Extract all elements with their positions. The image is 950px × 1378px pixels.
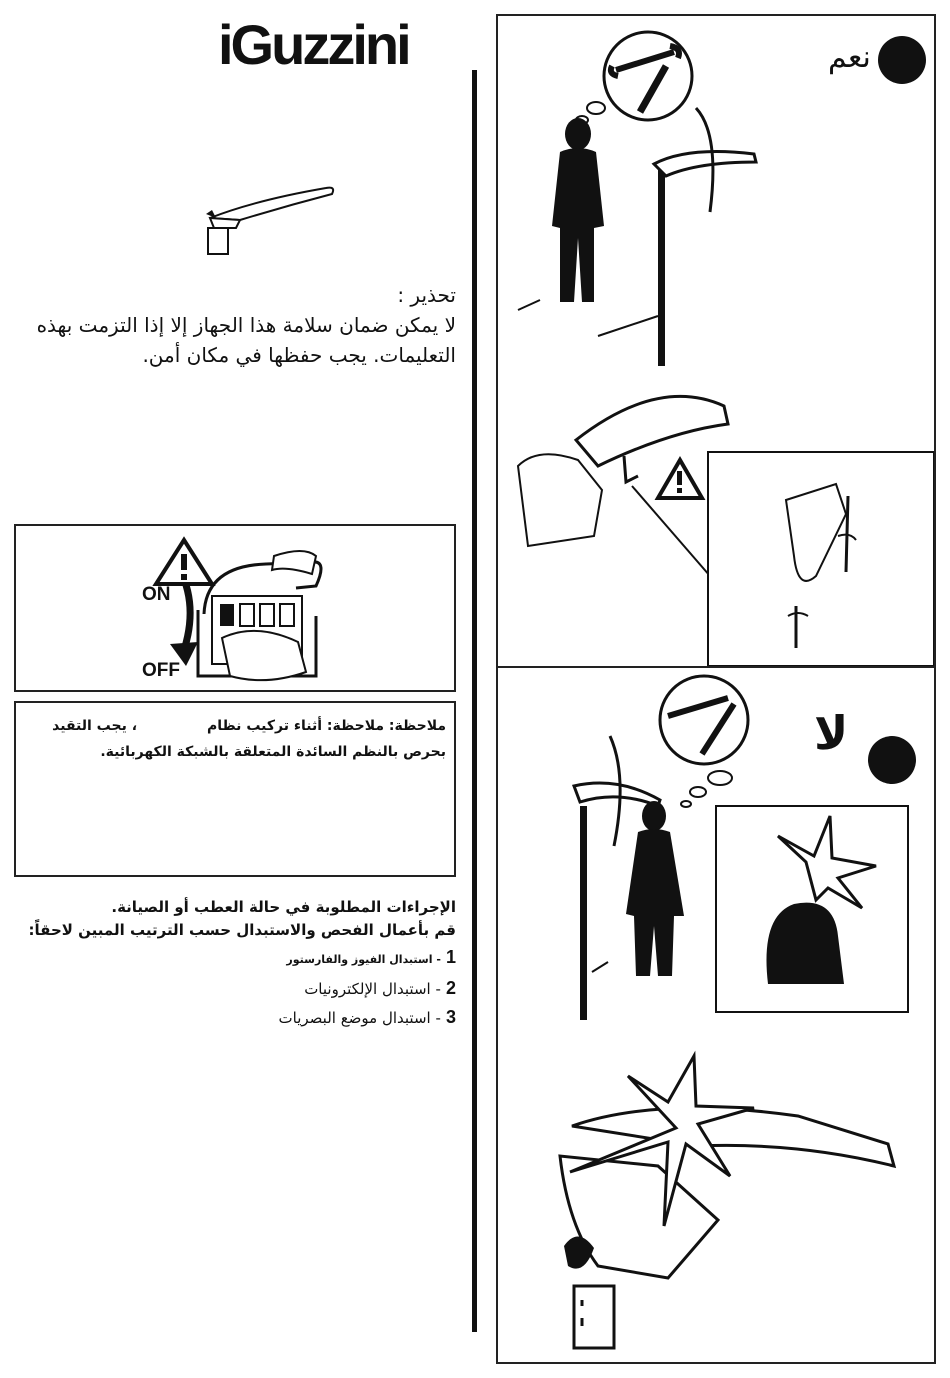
no-dot bbox=[868, 736, 916, 784]
maintenance-section bbox=[6, 896, 456, 1031]
thought-bubble bbox=[660, 676, 748, 807]
installation-note bbox=[14, 701, 456, 877]
step-number: 1 bbox=[445, 947, 456, 967]
panel-separator bbox=[498, 666, 934, 668]
maintenance-title: الإجراءات المطلوبة في حالة العطب أو الصيانة. bbox=[111, 898, 456, 916]
step-text: - استبدال موضع البصريات bbox=[278, 1009, 441, 1027]
maintenance-step bbox=[6, 1004, 456, 1031]
note-line-1-part-1: ملاحظة: ملاحظة: أثناء تركيب نظام bbox=[207, 718, 446, 734]
maintenance-step bbox=[6, 975, 456, 1002]
warning-body: لا يمكن ضمان سلامة هذا الجهاز إلا إذا التزمت بهذه التعليمات. يجب حفظها في مكان أمن. bbox=[36, 313, 456, 367]
step-text: - استبدال الإلكترونيات bbox=[304, 980, 441, 998]
note-line-1-part-2: ، يجب التقيد bbox=[52, 718, 138, 734]
step-text: - استبدال الفيوز والفارستور bbox=[286, 953, 441, 966]
switch-off-label: OFF bbox=[142, 660, 180, 681]
do-dont-illustrations bbox=[498, 16, 934, 1362]
street-lamp-illustration bbox=[196, 180, 346, 255]
breaker-switch-illustration bbox=[16, 526, 454, 690]
note-line-1 bbox=[24, 713, 446, 739]
step-number: 3 bbox=[445, 1007, 456, 1027]
maintenance-intro: قم بأعمال الفحص والاستبدال حسب الترتيب المبين لاحقاً: bbox=[28, 921, 456, 939]
brand-logo: iGuzzini bbox=[218, 13, 409, 76]
maintenance-step bbox=[6, 944, 456, 973]
no-label: لا bbox=[814, 706, 849, 760]
warning-title: تحذير : bbox=[397, 283, 456, 307]
note-line-2: بحرص بالنظم السائدة المتعلقة بالشبكة الكهربائية. bbox=[100, 744, 446, 760]
thought-bubble bbox=[576, 32, 692, 124]
warning-triangle-icon bbox=[658, 460, 702, 498]
column-divider bbox=[472, 70, 477, 1332]
power-switch-panel bbox=[14, 524, 456, 692]
do-dont-panel bbox=[496, 14, 936, 1364]
yes-label: نعم bbox=[828, 40, 871, 75]
warning-triangle-icon bbox=[156, 540, 212, 584]
safety-warning bbox=[6, 282, 456, 370]
switch-on-label: ON bbox=[142, 584, 171, 605]
yes-dot bbox=[878, 36, 926, 84]
step-number: 2 bbox=[445, 978, 456, 998]
technician-silhouette bbox=[552, 118, 604, 302]
